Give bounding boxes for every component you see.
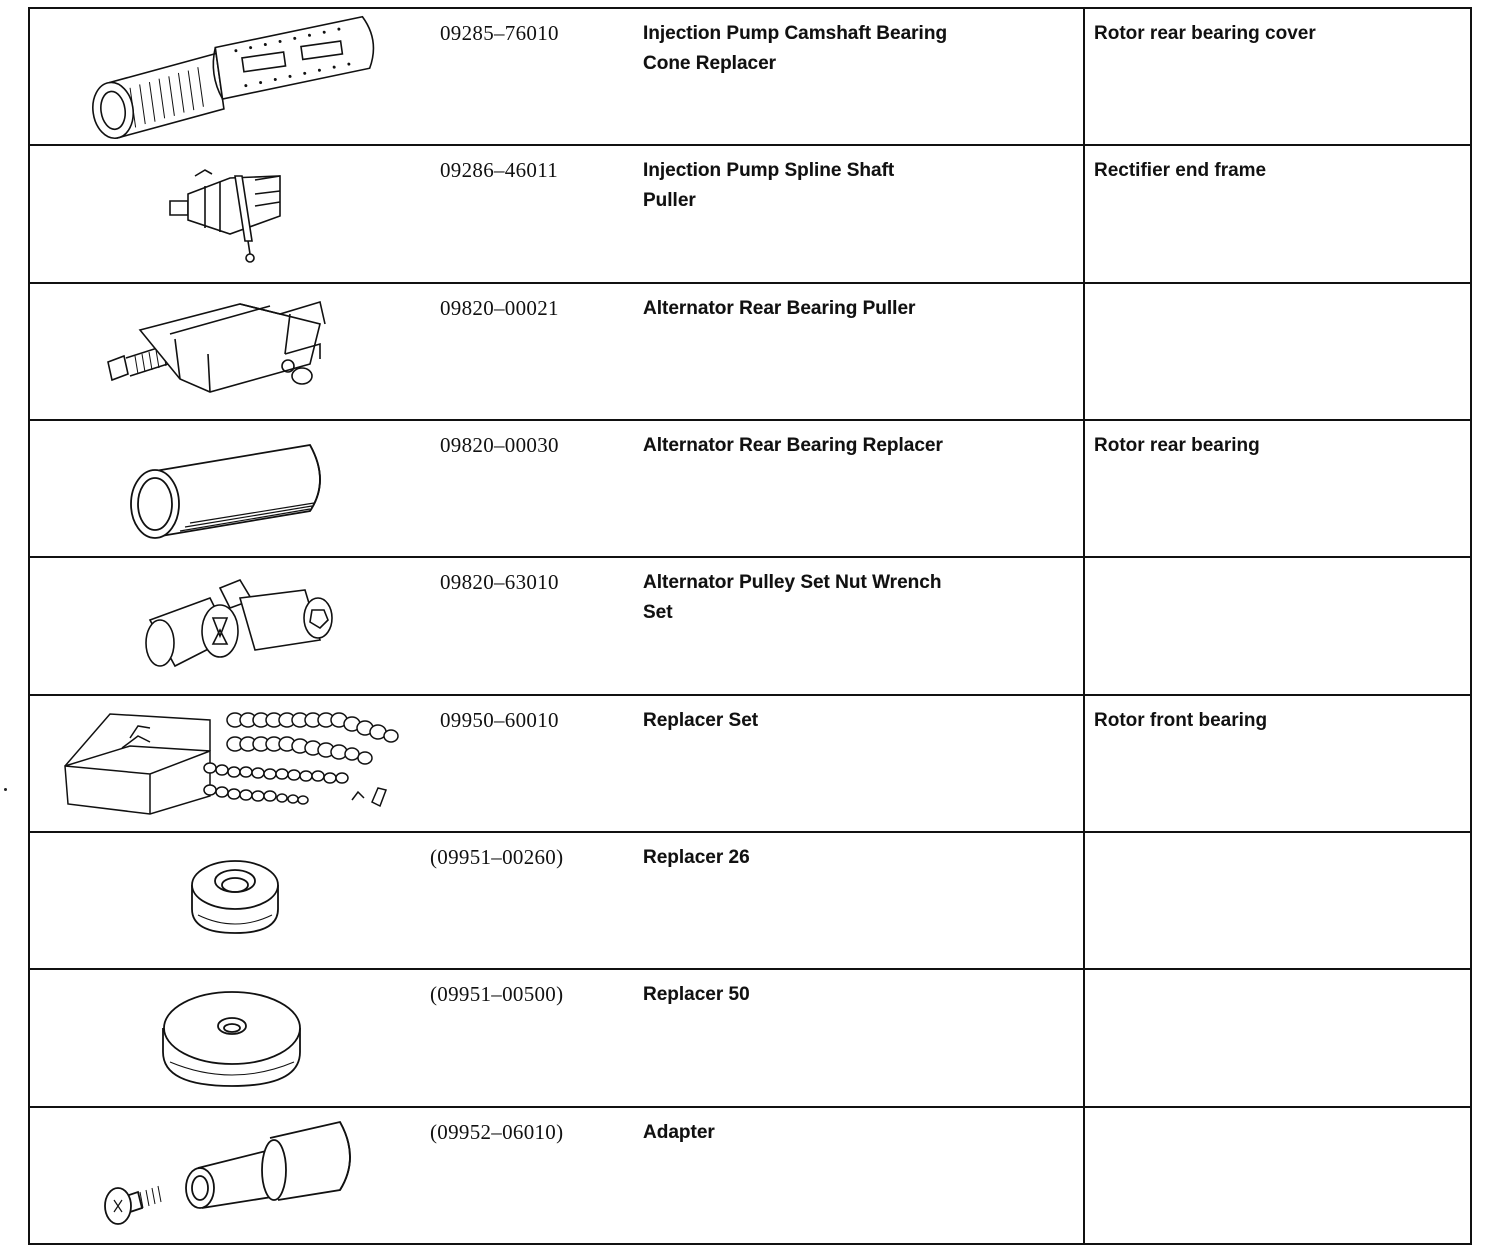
tube-replacer-icon <box>30 421 440 556</box>
table-row <box>29 283 1471 420</box>
part-number: (09951–00500) <box>430 982 564 1007</box>
tool-use-note <box>1085 833 1470 843</box>
table-row <box>29 1107 1471 1244</box>
tool-use-note <box>1085 558 1470 568</box>
bearing-puller-icon <box>30 284 440 419</box>
table-row <box>29 832 1471 969</box>
part-number: (09952–06010) <box>430 1119 564 1144</box>
replacer-disc-large-icon <box>30 970 440 1105</box>
table-row <box>29 145 1471 282</box>
tool-name: Replacer 26 <box>643 846 750 868</box>
tool-use-note: Rotor front bearing <box>1094 709 1268 731</box>
tool-name: Injection Pump Camshaft Bearing Cone Replacer <box>643 23 948 74</box>
replacer-ring-small-icon <box>30 833 440 968</box>
tool-use-note <box>1085 1108 1470 1118</box>
tool-name: Alternator Rear Bearing Replacer <box>643 434 943 456</box>
part-number: 09285–76010 <box>440 21 559 45</box>
spline-puller-icon <box>30 146 440 281</box>
table-row <box>29 8 1471 145</box>
part-number: 09286–46011 <box>440 158 559 183</box>
table-row <box>29 557 1471 694</box>
part-number: 09820–63010 <box>440 570 559 595</box>
tool-name: Injection Pump Spline Shaft Puller <box>643 160 895 212</box>
table-row <box>29 420 1471 557</box>
tool-name: Alternator Rear Bearing Puller <box>643 297 916 319</box>
stray-mark <box>4 788 7 791</box>
sleeve-replacer-icon <box>30 9 440 144</box>
table-row <box>29 969 1471 1106</box>
table-row <box>29 695 1471 832</box>
part-number: 09820–00021 <box>440 295 559 320</box>
tool-name: Alternator Pulley Set Nut Wrench Set <box>643 572 942 624</box>
tool-use-note: Rotor rear bearing <box>1094 434 1260 456</box>
tool-name: Replacer 50 <box>643 984 750 1006</box>
tool-use-note <box>1085 284 1470 294</box>
tool-use-note: Rectifier end frame <box>1094 160 1267 182</box>
wrench-set-icon <box>30 558 440 693</box>
tool-use-note <box>1085 970 1470 980</box>
part-number: (09951–00260) <box>430 844 564 869</box>
tool-use-note: Rotor rear bearing cover <box>1094 23 1316 44</box>
part-number: 09820–00030 <box>440 432 559 457</box>
tool-name: Replacer Set <box>643 709 759 731</box>
replacer-set-box-icon <box>30 696 440 831</box>
part-number: 09950–60010 <box>440 707 559 732</box>
special-service-tools-table <box>28 7 1472 1245</box>
adapter-bolt-icon <box>30 1108 440 1243</box>
tool-name: Adapter <box>643 1121 715 1143</box>
